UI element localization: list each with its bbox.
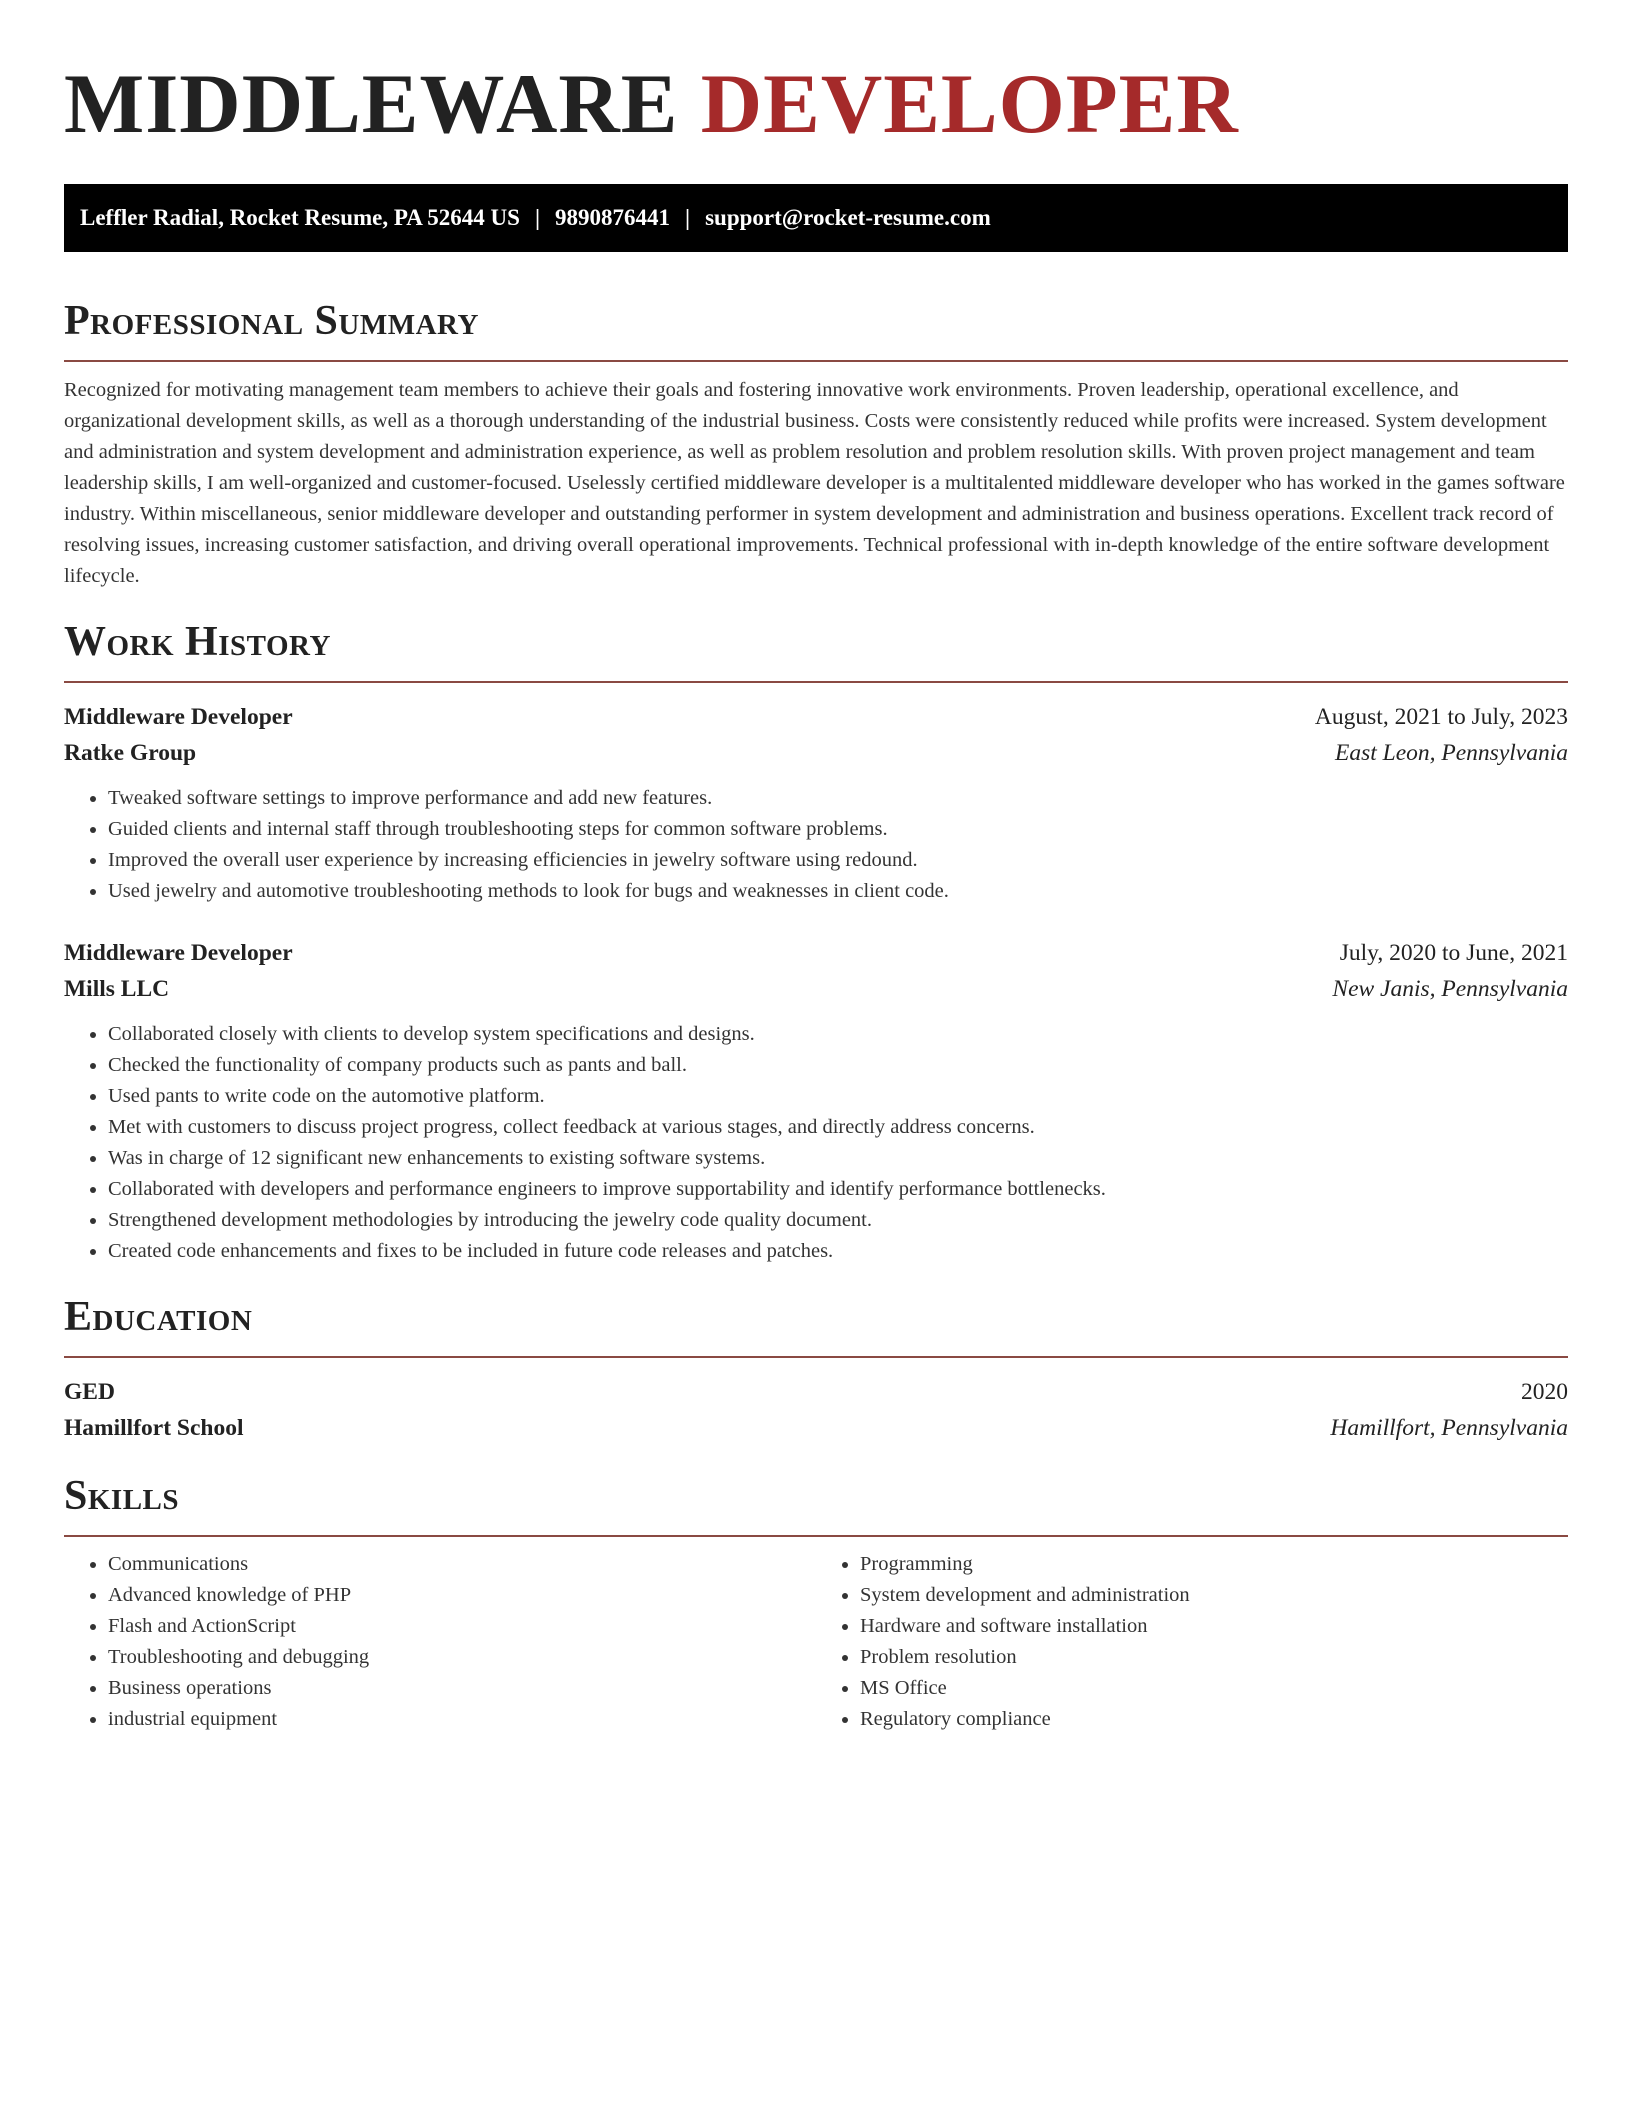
job-location: New Janis, Pennsylvania <box>1332 976 1568 1002</box>
job-entry <box>64 699 1568 907</box>
job-subheader <box>64 735 1568 771</box>
skill-item: • Problem resolution <box>860 1642 1568 1673</box>
skill-item: • Regulatory compliance <box>860 1704 1568 1735</box>
section-divider <box>64 360 1568 362</box>
education-heading: Education <box>64 1294 253 1340</box>
job-header <box>64 935 1568 971</box>
job-bullet: • Met with customers to discuss project progress, collect feedback at various stages, and directly address concerns. <box>108 1112 1568 1143</box>
contact-bar <box>64 184 1568 252</box>
job-bullet: • Collaborated with developers and performance engineers to improve supportability and identify performance bottlenecks. <box>108 1174 1568 1205</box>
skills-column-left <box>64 1549 816 1735</box>
education-subheader <box>64 1410 1568 1446</box>
skill-item: • Communications <box>108 1549 816 1580</box>
job-bullet: • Was in charge of 12 significant new enhancements to existing software systems. <box>108 1143 1568 1174</box>
job-entry <box>64 935 1568 1267</box>
contact-email[interactable]: support@rocket-resume.com <box>705 205 991 230</box>
resume-name <box>64 56 1568 152</box>
job-bullet: • Tweaked software settings to improve performance and add new features. <box>108 783 1568 814</box>
education-year: 2020 <box>1521 1379 1568 1405</box>
skills-list <box>816 1549 1568 1735</box>
job-bullets <box>64 783 1568 907</box>
skill-item: • industrial equipment <box>108 1704 816 1735</box>
job-title: Middleware Developer <box>64 704 293 730</box>
education-section <box>64 1293 1568 1446</box>
work-section <box>64 618 1568 1267</box>
job-bullets <box>64 1019 1568 1267</box>
job-header <box>64 699 1568 735</box>
contact-address: Leffler Radial, Rocket Resume, PA 52644 US <box>80 205 520 230</box>
skill-item: • Programming <box>860 1549 1568 1580</box>
skills-grid <box>64 1549 1568 1735</box>
job-subheader <box>64 971 1568 1007</box>
skill-item: • Business operations <box>108 1673 816 1704</box>
education-degree: GED <box>64 1379 115 1405</box>
summary-heading: Professional Summary <box>64 298 479 344</box>
skills-column-right <box>816 1549 1568 1735</box>
skill-item: • Advanced knowledge of PHP <box>108 1580 816 1611</box>
education-entry <box>64 1374 1568 1446</box>
job-company: Mills LLC <box>64 976 170 1002</box>
job-bullet: • Created code enhancements and fixes to be included in future code releases and patches. <box>108 1236 1568 1267</box>
skills-section <box>64 1472 1568 1735</box>
section-divider <box>64 1535 1568 1537</box>
work-heading: Work History <box>64 619 331 665</box>
job-bullet: • Improved the overall user experience by increasing efficiencies in jewelry software using redound. <box>108 845 1568 876</box>
skills-list <box>64 1549 816 1735</box>
contact-separator: | <box>685 205 691 230</box>
contact-separator: | <box>534 205 541 230</box>
name-first: MIDDLEWARE <box>64 57 679 151</box>
summary-section <box>64 297 1568 592</box>
job-bullet: • Used jewelry and automotive troubleshooting methods to look for bugs and weaknesses in client code. <box>108 876 1568 907</box>
job-bullet: • Collaborated closely with clients to develop system specifications and designs. <box>108 1019 1568 1050</box>
section-divider <box>64 681 1568 683</box>
job-location: East Leon, Pennsylvania <box>1334 740 1568 766</box>
contact-phone[interactable]: 9890876441 <box>555 205 671 230</box>
education-location: Hamillfort, Pennsylvania <box>1330 1415 1568 1441</box>
education-school: Hamillfort School <box>64 1415 244 1441</box>
job-dates: August, 2021 to July, 2023 <box>1314 704 1568 730</box>
name-last: DEVELOPER <box>700 57 1239 151</box>
section-divider <box>64 1356 1568 1358</box>
job-dates: July, 2020 to June, 2021 <box>1339 940 1568 966</box>
job-bullet: • Used pants to write code on the automotive platform. <box>108 1081 1568 1112</box>
job-company: Ratke Group <box>64 740 197 766</box>
summary-text: Recognized for motivating management team members to achieve their goals and fostering innovative work environments. Proven leadership, operational excellence, and organizational development skills, as well as a thorough understanding of the industrial business. Costs were consistently reduced while profits were increased. System development and administration and system development and administration experience, as well as problem resolution and problem resolution skills. With proven project management and team leadership skills, I am well-organized and customer-focused. Uselessly certified middleware developer is a multitalented middleware developer who has worked in the games software industry. Within miscellaneous, senior middleware developer and outstanding performer in system development and administration and business operations. Excellent track record of resolving issues, increasing customer satisfaction, and driving overall operational improvements. Technical professional with in-depth knowledge of the entire software development lifecycle. <box>64 379 1565 587</box>
skill-item: • System development and administration <box>860 1580 1568 1611</box>
skills-heading: Skills <box>64 1473 180 1519</box>
job-bullet: • Guided clients and internal staff through troubleshooting steps for common software problems. <box>108 814 1568 845</box>
education-header <box>64 1374 1568 1410</box>
skill-item: • Flash and ActionScript <box>108 1611 816 1642</box>
skill-item: • MS Office <box>860 1673 1568 1704</box>
job-bullet: • Checked the functionality of company products such as pants and ball. <box>108 1050 1568 1081</box>
job-title: Middleware Developer <box>64 940 293 966</box>
skill-item: • Troubleshooting and debugging <box>108 1642 816 1673</box>
job-bullet: • Strengthened development methodologies by introducing the jewelry code quality document. <box>108 1205 1568 1236</box>
skill-item: • Hardware and software installation <box>860 1611 1568 1642</box>
